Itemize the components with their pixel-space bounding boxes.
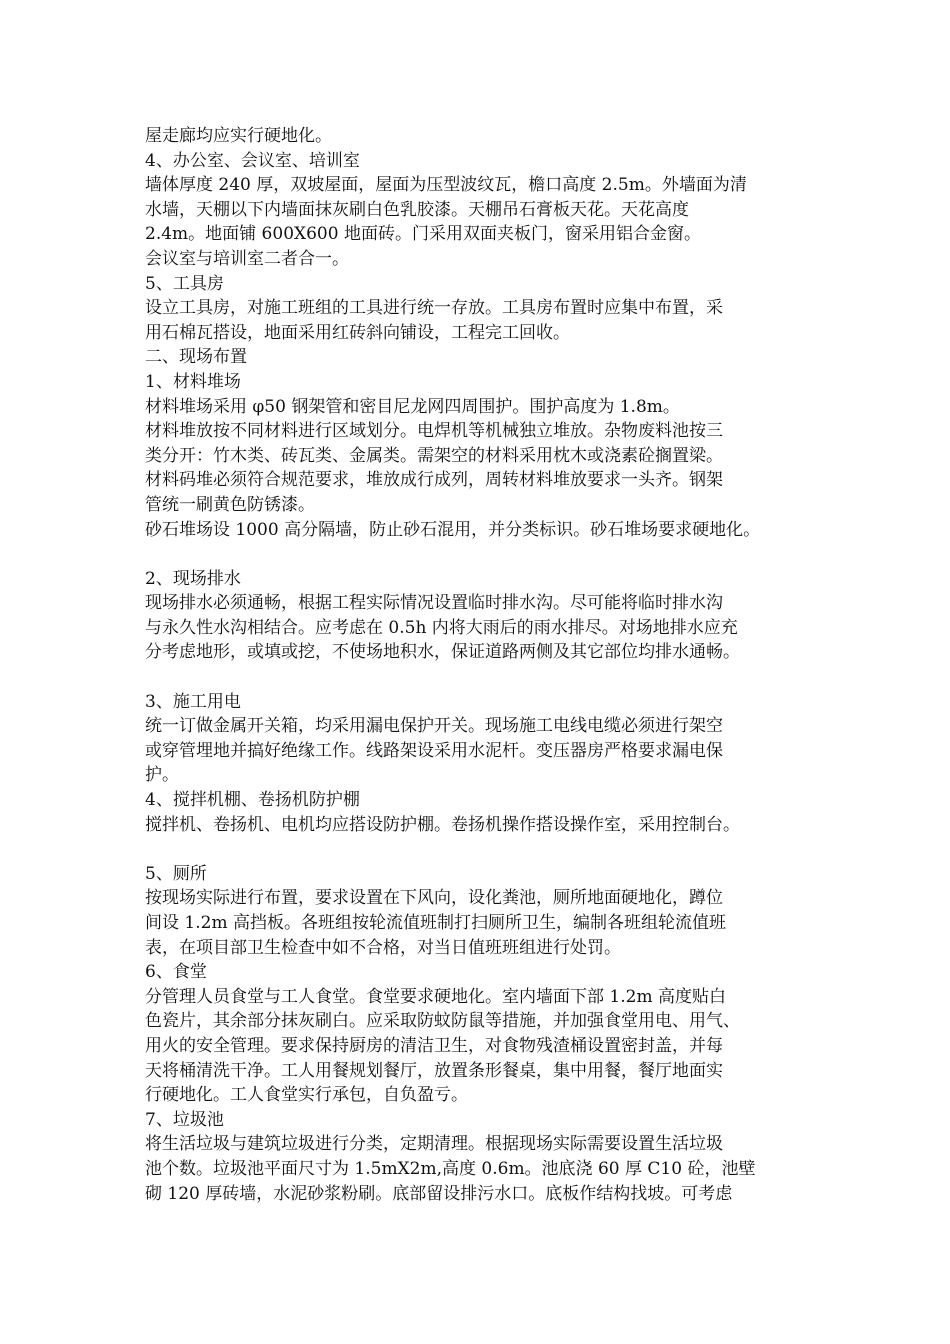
- text-line: 7、垃圾池: [145, 1109, 224, 1130]
- text-line: 色瓷片，其余部分抹灰刷白。应采取防蚊防鼠等措施，并加强食堂用电、用气、: [145, 1011, 740, 1032]
- text-line: 表，在项目部卫生检查中如不合格，对当日值班班组进行处罚。: [145, 937, 621, 958]
- text-line: 现场排水必须通畅，根据工程实际情况设置临时排水沟。尽可能将临时排水沟: [145, 593, 723, 614]
- text-line: 3、施工用电: [145, 691, 241, 712]
- text-line: 管统一刷黄色防锈漆。: [145, 494, 315, 515]
- text-line: 砌 120 厚砖墙，水泥砂浆粉刷。底部留设排污水口。底板作结构找坡。可考虑: [145, 1183, 733, 1204]
- text-line: 分管理人员食堂与工人食堂。食堂要求硬地化。室内墙面下部 1.2m 高度贴白: [145, 986, 726, 1007]
- text-line: 水墙，天棚以下内墙面抹灰刷白色乳胶漆。天棚吊石膏板天花。天花高度: [145, 199, 689, 220]
- blank-line: [145, 837, 825, 862]
- text-line: 2.4m。地面铺 600X600 地面砖。门采用双面夹板门，窗采用铝合金窗。: [145, 224, 701, 245]
- text-line: 会议室与培训室二者合一。: [145, 248, 349, 269]
- text-line: 2、现场排水: [145, 568, 241, 589]
- text-line: 二、现场布置: [145, 347, 247, 368]
- text-line: 屋走廊均应实行硬地化。: [145, 126, 332, 146]
- text-line: 设立工具房，对施工班组的工具进行统一存放。工具房布置时应集中布置，采: [145, 298, 723, 319]
- text-line: 天将桶清洗干净。工人用餐规划餐厅，放置条形餐桌，集中用餐，餐厅地面实: [145, 1060, 723, 1081]
- text-line: 间设 1.2m 高挡板。各班组按轮流值班制打扫厕所卫生，编制各班组轮流值班: [145, 913, 726, 933]
- text-line: 池个数。垃圾池平面尺寸为 1.5mX2m,高度 0.6m。池底浇 60 厚 C10 砼，池壁: [145, 1158, 756, 1179]
- text-line: 与永久性水沟相结合。应考虑在 0.5h 内将大雨后的雨水排尽。对场地排水应充: [145, 617, 738, 638]
- text-line: 墙体厚度 240 厚，双坡屋面，屋面为压型波纹瓦，檐口高度 2.5m。外墙面为清: [145, 175, 747, 196]
- text-line: 4、搅拌机棚、卷扬机防护棚: [145, 790, 360, 811]
- text-line: 6、食堂: [145, 962, 207, 983]
- text-line: 1、材料堆场: [145, 371, 241, 392]
- text-line: 用火的安全管理。要求保持厨房的清洁卫生，对食物残渣桶设置密封盖，并每: [145, 1035, 723, 1056]
- text-line: 材料堆放按不同材料进行区域划分。电焊机等机械独立堆放。杂物废料池按三: [145, 421, 723, 442]
- text-line: 分考虑地形，或填或挖，不使场地积水，保证道路两侧及其它部位均排水通畅。: [145, 642, 740, 663]
- text-line: 搅拌机、卷扬机、电机均应搭设防护棚。卷扬机操作搭设操作室，采用控制台。: [145, 814, 740, 835]
- blank-line: [145, 665, 825, 690]
- text-line: 统一订做金属开关箱，均采用漏电保护开关。现场施工电线电缆必须进行架空: [145, 716, 723, 737]
- text-line: 将生活垃圾与建筑垃圾进行分类，定期清理。根据现场实际需要设置生活垃圾: [145, 1134, 723, 1155]
- text-line: 砂石堆场设 1000 高分隔墙，防止砂石混用，并分类标识。砂石堆场要求硬地化。: [145, 519, 761, 540]
- text-line: 用石棉瓦搭设，地面采用红砖斜向铺设，工程完工回收。: [145, 322, 570, 343]
- document-body: [145, 124, 825, 1206]
- text-line: 5、厕所: [145, 863, 207, 884]
- text-line: 材料码堆必须符合规范要求，堆放成行成列，周转材料堆放要求一头齐。钢架: [145, 470, 723, 491]
- text-line: 护。: [145, 765, 179, 786]
- text-line: 行硬地化。工人食堂实行承包，自负盈亏。: [145, 1085, 468, 1106]
- text-line: 按现场实际进行布置，要求设置在下风向，设化粪池，厕所地面硬地化，蹲位: [145, 888, 723, 909]
- text-line: 或穿管埋地并搞好绝缘工作。线路架设采用水泥杆。变压器房严格要求漏电保: [145, 740, 723, 761]
- blank-line: [145, 542, 825, 567]
- text-line: 5、工具房: [145, 273, 224, 294]
- text-line: 4、办公室、会议室、培训室: [145, 150, 360, 171]
- text-line: 材料堆场采用 φ50 钢架管和密目尼龙网四周围护。围护高度为 1.8m。: [145, 396, 680, 417]
- text-line: 类分开：竹木类、砖瓦类、金属类。需架空的材料采用枕木或浇素砼搁置梁。: [145, 445, 723, 466]
